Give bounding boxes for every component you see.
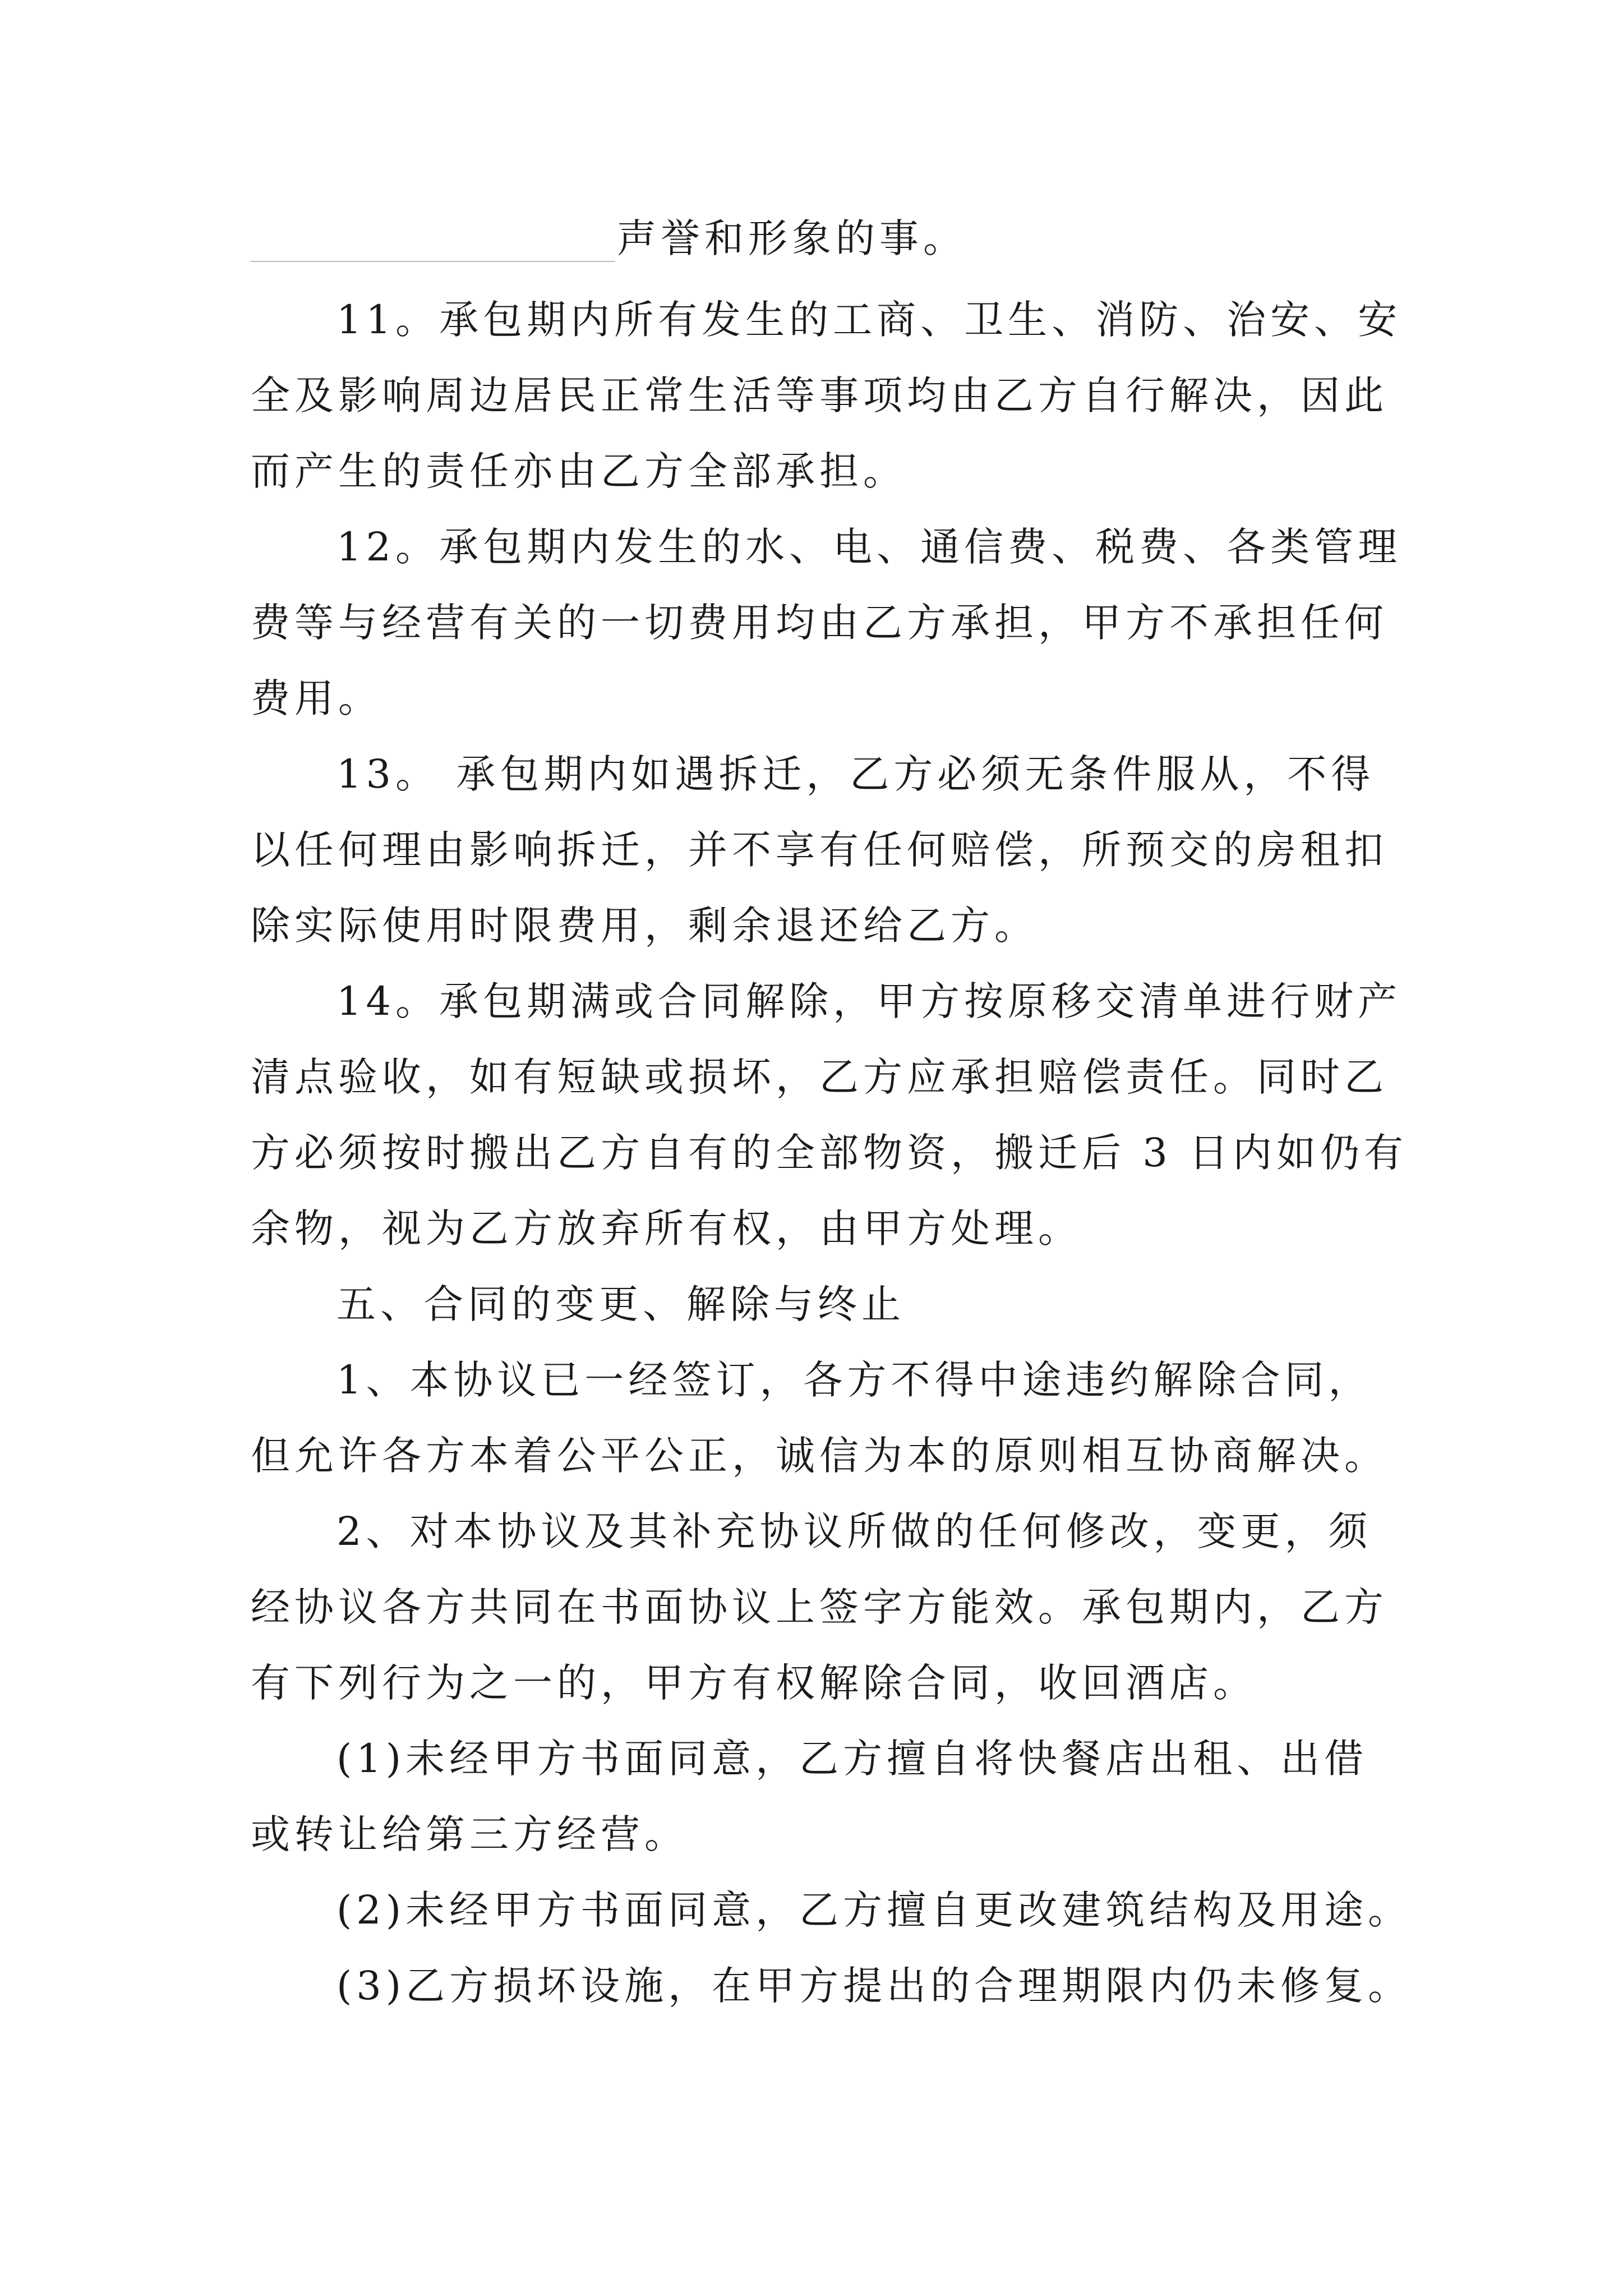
text-line-5: 12。承包期内发生的水、电、通信费、税费、各类管理 [336,524,1402,570]
text-line-17: 但允许各方本着公平公正，诚信为本的原则相互协商解决。 [251,1433,1388,1479]
text-line-1: 声誉和形象的事。 [617,215,967,261]
text-line-16: 1、本协议已一经签订，各方不得中途违约解除合同， [336,1357,1372,1403]
underline-rule [251,261,615,262]
text-line-6: 费等与经营有关的一切费用均由乙方承担，甲方不承担任何 [251,600,1388,646]
text-line-3: 全及影响周边居民正常生活等事项均由乙方自行解决，因此 [251,372,1388,418]
text-line-21: (1)未经甲方书面同意，乙方擅自将快餐店出租、出借 [336,1736,1368,1782]
text-line-19: 经协议各方共同在书面协议上签字方能效。承包期内，乙方 [251,1584,1388,1630]
text-line-18: 2、对本协议及其补充协议所做的任何修改，变更，须 [336,1508,1372,1554]
text-line-7: 费用。 [251,675,382,721]
text-line-22: 或转让给第三方经营。 [251,1811,688,1857]
text-line-23: (2)未经甲方书面同意，乙方擅自更改建筑结构及用途。 [336,1887,1412,1933]
text-line-8: 13。 承包期内如遇拆迁，乙方必须无条件服从，不得 [336,751,1375,797]
text-line-13: 方必须按时搬出乙方自有的全部物资，搬迁后 3 日内如仍有 [251,1130,1408,1176]
text-line-2: 11。承包期内所有发生的工商、卫生、消防、治安、安 [336,297,1402,343]
text-line-20: 有下列行为之一的，甲方有权解除合同，收回酒店。 [251,1660,1257,1706]
text-line-10: 除实际使用时限费用，剩余退还给乙方。 [251,903,1038,949]
text-line-24: (3)乙方损坏设施，在甲方提出的合理期限内仍未修复。 [336,1963,1412,2009]
text-line-14: 余物，视为乙方放弃所有权，由甲方处理。 [251,1205,1082,1251]
text-line-11: 14。承包期满或合同解除，甲方按原移交清单进行财产 [336,978,1402,1024]
section-heading: 五、合同的变更、解除与终止 [336,1281,905,1327]
text-line-9: 以任何理由影响拆迁，并不享有任何赔偿，所预交的房租扣 [251,827,1388,873]
text-line-4: 而产生的责任亦由乙方全部承担。 [251,448,907,494]
text-line-12: 清点验收，如有短缺或损坏，乙方应承担赔偿责任。同时乙 [251,1054,1388,1100]
